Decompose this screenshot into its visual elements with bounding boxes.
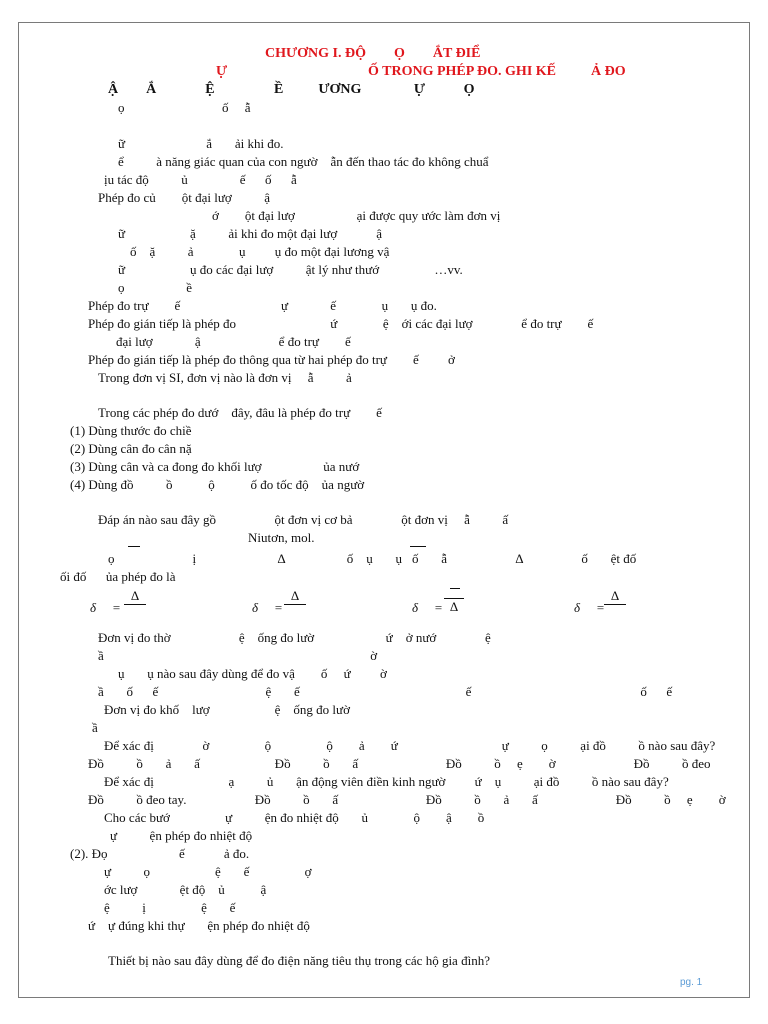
answer-options: Đồ ồ ả ấ Đồ ồ ấ Đồ ồ ẹ ờ Đồ ồ đeo xyxy=(88,756,711,771)
option-2: (2) Dùng cân đo cân nặ xyxy=(70,441,192,456)
formula-symbol: δ xyxy=(574,600,581,615)
text-line: Phép đo củ ột đại lượ ậ xyxy=(98,190,271,205)
answer-options: Đồ ồ đeo tay. Đồ ồ ấ Đồ ồ ả ấ Đồ ồ ẹ ờ xyxy=(88,792,726,807)
text-line: ọ ề xyxy=(118,280,193,295)
formula-symbol: δ xyxy=(90,600,97,615)
formula-equals: = xyxy=(596,600,605,615)
formula-equals: = xyxy=(434,600,443,615)
text-line: ớ ột đại lượ ại được quy ước làm đơn vị xyxy=(212,208,501,223)
overline-mark xyxy=(410,546,426,547)
formula-equals: = xyxy=(112,600,121,615)
chapter-title-line1: CHƯƠNG I. ĐỘ Ọ ẮT ĐIỂ xyxy=(265,46,481,61)
formula-equals: = xyxy=(274,600,283,615)
section-subheading: ọ ố ẫ xyxy=(118,100,251,115)
text-line: ữ ắ ải khi đo. xyxy=(118,136,284,151)
text-line: ệ ị ệ ế xyxy=(104,900,236,915)
section-heading: Ậ Ắ Ệ Ề ƯƠNG Ự Ọ xyxy=(108,82,475,97)
question-text: Trong các phép đo dướ đây, đâu là phép đo trự ế xyxy=(98,405,382,420)
text-line: ụ ụ nào sau đây dùng để đo vậ ố ứ ờ xyxy=(118,666,387,681)
overline-mark xyxy=(128,546,140,547)
text-line: ầ xyxy=(92,720,98,735)
overline-mark xyxy=(450,588,460,589)
text-line: Niutơn, mol. xyxy=(248,530,315,545)
text-line: ự ện phép đo nhiệt độ xyxy=(110,828,253,843)
chapter-title-line2b: Ố TRONG PHÉP ĐO. GHI KẾ Ả ĐO xyxy=(368,64,626,79)
text-line: Đơn vị đo khố lượ ệ ống đo lườ xyxy=(104,702,350,717)
text-line: ối đố ủa phép đo là xyxy=(60,569,176,584)
text-line: Trong đơn vị SI, đơn vị nào là đơn vị ẫ ả xyxy=(98,370,352,385)
question-text: Để xác đị ạ ủ ận động viên điền kinh ngườ ứ ụ ại đồ ồ nào sau đây? xyxy=(104,774,669,789)
chapter-title-line2a: Ự xyxy=(216,64,228,79)
option-3: (3) Dùng cân và ca đong đo khối lượ ủa nướ xyxy=(70,459,360,474)
formula-symbol: δ xyxy=(252,600,259,615)
text-line: (2). Đọ ế ả đo. xyxy=(70,846,250,861)
question-text: Thiết bị nào sau đây dùng để đo điện năng tiêu thụ trong các hộ gia đình? xyxy=(108,953,490,968)
text-line: Phép đo trự ế ự ế ụ ụ đo. xyxy=(88,298,437,313)
text-line: ầ ờ xyxy=(98,648,378,663)
formula-symbol: δ xyxy=(412,600,419,615)
fraction-numerator: Δ xyxy=(124,588,146,605)
formula-fraction xyxy=(444,598,464,615)
option-4: (4) Dùng đồ ồ ộ ố đo tốc độ ủa ngườ xyxy=(70,477,365,492)
text-line: ịu tác độ ủ ế ố ẫ xyxy=(104,172,297,187)
text-line: Phép đo gián tiếp là phép đo thông qua từ hai phép đo trự ế ở xyxy=(88,352,455,367)
option-1: (1) Dùng thước đo chiề xyxy=(70,423,192,438)
question-text: Đáp án nào sau đây gồ ột đơn vị cơ bả ột đơn vị ẫ ấ xyxy=(98,512,509,527)
text-line: Phép đo gián tiếp là phép đo ứ ệ ới các đại lượ ể đo trự ế xyxy=(88,316,594,331)
text-line: ố ẫ Δ ố ệt đố xyxy=(412,551,637,566)
question-text: Cho các bướ ự ện đo nhiệt độ ủ ộ ậ ồ xyxy=(104,810,485,825)
text-line: ể à năng giác quan của con ngườ ẫn đến thao tác đo không chuẩ xyxy=(118,154,489,169)
text-line: ự ọ ệ ế ợ xyxy=(104,864,312,879)
text-line: ứ ự đúng khi thự ện phép đo nhiệt độ xyxy=(88,918,310,933)
page-number: pg. 1 xyxy=(680,977,703,988)
text-line: ữ ặ ải khi đo một đại lượ ậ xyxy=(118,226,382,241)
text-line: ọ ị Δ ố ụ ụ xyxy=(108,551,403,566)
formula-fraction xyxy=(284,588,306,605)
fraction-numerator: Δ xyxy=(284,588,306,605)
text-line: ố ặ ả ụ ụ đo một đại lương vậ xyxy=(130,244,390,259)
formula-fraction xyxy=(604,588,626,605)
fraction-denominator: Δ xyxy=(449,599,459,614)
text-line: ữ ụ đo các đại lượ ật lý như thướ …vv. xyxy=(118,262,463,277)
fraction-numerator: Δ xyxy=(604,588,626,605)
text-line: ớc lượ ệt độ ủ ậ xyxy=(104,882,267,897)
text-line: đại lượ ậ ể đo trự ế xyxy=(116,334,351,349)
text-line: ầ ố ế ệ ế ế ố ế xyxy=(98,684,673,699)
question-text: Để xác đị ờ ộ ộ ả ứ ự ọ ại đồ ồ nào sau đây? xyxy=(104,738,716,753)
formula-fraction xyxy=(124,588,146,605)
text-line: Đơn vị đo thờ ệ ống đo lườ ứ ở nướ ệ xyxy=(98,630,491,645)
